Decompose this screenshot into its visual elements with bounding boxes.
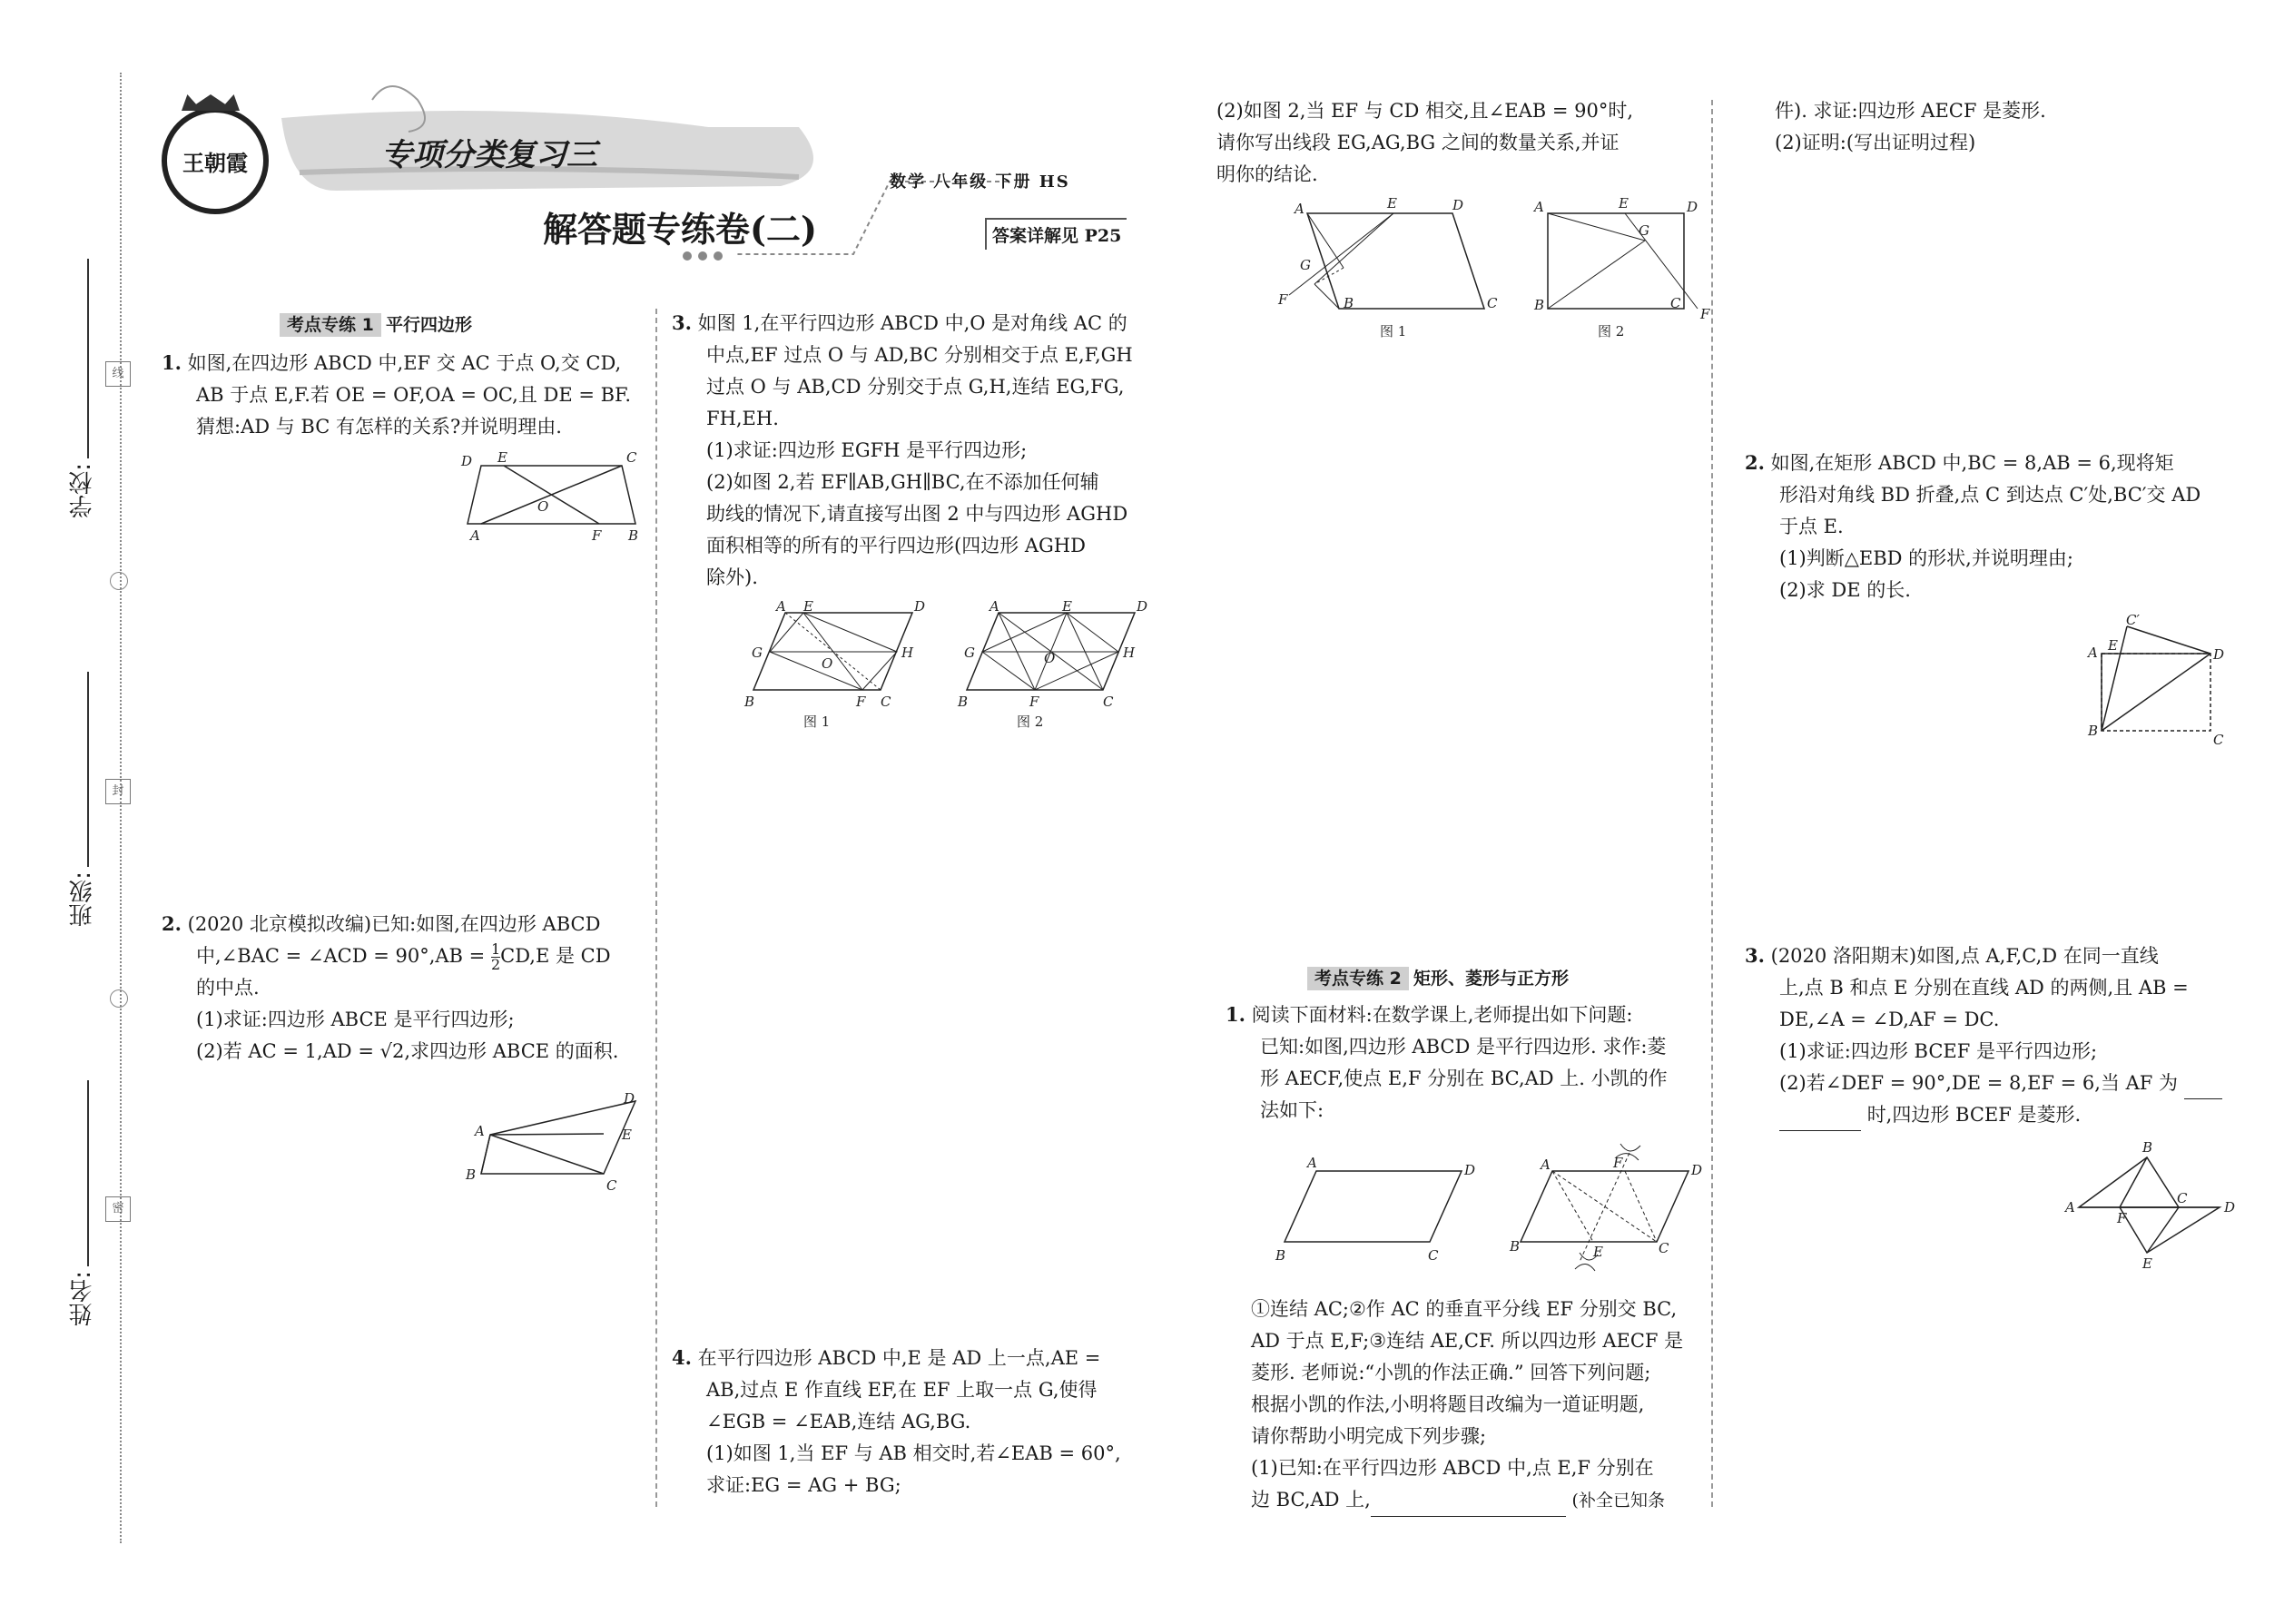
section-heading-2 xyxy=(1307,965,1569,990)
figure-caption: 图 2 xyxy=(1017,714,1044,730)
question-text: AD 于点 E,F;③连结 AE,CF. 所以四边形 AECF 是 xyxy=(1251,1330,1684,1352)
question-number: 2. xyxy=(162,912,182,935)
svg-text:C: C xyxy=(881,694,891,710)
paper-title: 解答题专练卷(二) xyxy=(543,209,817,250)
svg-text:E: E xyxy=(2142,1255,2152,1272)
svg-text:A: A xyxy=(2065,1199,2075,1216)
s2q1-figures xyxy=(1266,1135,1702,1289)
svg-text:B: B xyxy=(466,1166,477,1183)
question-4-continued xyxy=(1216,95,1707,191)
question-text: 上,点 B 和点 E 分别在直线 AD 的两侧,且 AB = xyxy=(1779,977,2189,999)
svg-text:O: O xyxy=(537,498,549,515)
question-text: 在平行四边形 ABCD 中,E 是 AD 上一点,AE = xyxy=(697,1347,1101,1369)
svg-text:B: B xyxy=(2088,723,2099,739)
svg-text:H: H xyxy=(901,645,914,661)
question-part: 助线的情况下,请直接写出图 2 中与四边形 AGHD xyxy=(706,503,1128,525)
svg-text:A: A xyxy=(989,598,999,615)
question-text: 于点 E. xyxy=(1779,516,1844,537)
logo-seal xyxy=(162,107,269,214)
s2q3-figure xyxy=(2061,1139,2242,1280)
svg-text:E: E xyxy=(1619,195,1629,212)
svg-text:H: H xyxy=(1123,645,1136,661)
svg-text:C: C xyxy=(1659,1240,1669,1256)
svg-text:F: F xyxy=(592,527,602,544)
question-text: 已知:如图,四边形 ABCD 是平行四边形. 求作:菱 xyxy=(1260,1036,1667,1058)
svg-text:B: B xyxy=(1510,1238,1521,1255)
svg-text:G: G xyxy=(964,645,975,661)
svg-text:B: B xyxy=(1344,295,1354,311)
fraction-numerator: 1 xyxy=(490,940,501,958)
section-tag: 考点专练 1 xyxy=(280,313,381,337)
svg-text:E: E xyxy=(622,1127,632,1143)
svg-text:A: A xyxy=(1541,1156,1551,1173)
svg-text:C: C xyxy=(606,1177,617,1194)
svg-text:E: E xyxy=(1387,195,1397,212)
school-label: 学校: xyxy=(69,463,96,518)
question-part: (1)判断△EBD 的形状,并说明理由; xyxy=(1779,547,2073,569)
svg-text:D: D xyxy=(1687,199,1698,215)
svg-text:D: D xyxy=(914,598,926,615)
question-text: 时,四边形 BCEF 是菱形. xyxy=(1866,1104,2082,1126)
svg-text:A: A xyxy=(470,527,480,544)
svg-text:F: F xyxy=(1613,1155,1623,1171)
column-divider xyxy=(1711,100,1713,1507)
question-number: 1. xyxy=(1226,1003,1245,1026)
answer-blank[interactable] xyxy=(1779,1108,1861,1131)
grade-meta: 数学 八年级 下册 HS xyxy=(890,172,1070,192)
svg-text:D: D xyxy=(2224,1199,2236,1216)
question-text: 菱形. 老师说:“小凯的作法正确.” 回答下列问题; xyxy=(1251,1362,1651,1383)
q2-figure xyxy=(458,1085,649,1194)
series-title: 专项分类复习三 xyxy=(381,137,597,173)
svg-text:E: E xyxy=(497,449,507,466)
s2q1-fig-construction xyxy=(1509,1144,1702,1271)
question-text: 中点,EF 过点 O 与 AD,BC 分别相交于点 E,F,GH xyxy=(706,344,1133,366)
question-part: 面积相等的所有的平行四边形(四边形 AGHD xyxy=(706,535,1086,556)
svg-text:O: O xyxy=(1044,650,1056,666)
section2-question-3 xyxy=(1745,940,2235,1131)
figure-caption: 图 1 xyxy=(803,714,831,730)
question-text: 阅读下面材料:在数学课上,老师提出如下问题: xyxy=(1251,1004,1633,1026)
q4-fig2 xyxy=(1532,195,1710,340)
question-text: 中,∠BAC = ∠ACD = 90°,AB = xyxy=(196,945,486,967)
radical: √2 xyxy=(379,1040,405,1062)
fraction-denominator: 2 xyxy=(490,956,501,973)
question-number: 3. xyxy=(672,311,692,334)
svg-text:E: E xyxy=(1593,1244,1603,1260)
question-text: DE,∠A = ∠D,AF = DC. xyxy=(1779,1009,2000,1030)
question-part: ,求四边形 ABCE 的面积. xyxy=(404,1040,619,1062)
question-text: (2020 北京模拟改编)已知:如图,在四边形 ABCD xyxy=(187,913,601,935)
question-text: 的中点. xyxy=(196,977,260,999)
svg-text:C: C xyxy=(1487,295,1498,311)
binding-line xyxy=(120,73,122,1543)
question-part: (2)如图 2,当 EF 与 CD 相交,且∠EAB = 90°时, xyxy=(1216,100,1634,122)
section2-question-1 xyxy=(1226,999,1707,1127)
answer-reference: 答案详解见 P25 xyxy=(985,218,1127,250)
q4-fig1 xyxy=(1277,195,1498,340)
svg-text:O: O xyxy=(822,655,833,672)
question-text: 法如下: xyxy=(1260,1099,1324,1121)
question-text: 求证:EG = AG + BG; xyxy=(706,1474,901,1496)
section-title: 矩形、菱形与正方形 xyxy=(1413,969,1569,989)
svg-text:C′: C′ xyxy=(2126,612,2140,628)
svg-text:G: G xyxy=(1300,257,1311,273)
svg-text:E: E xyxy=(2108,637,2118,654)
question-text: 过点 O 与 AB,CD 分别交于点 G,H,连结 EG,FG, xyxy=(706,376,1125,398)
question-part: (1)求证:四边形 EGFH 是平行四边形; xyxy=(706,439,1028,461)
svg-text:D: D xyxy=(1691,1162,1703,1178)
q3-fig2 xyxy=(957,598,1147,730)
svg-text:F: F xyxy=(1278,291,1288,308)
class-field[interactable] xyxy=(87,672,89,867)
seal-mark-secret: 密 xyxy=(105,1196,131,1222)
svg-text:G: G xyxy=(1639,222,1649,239)
svg-text:A: A xyxy=(1534,199,1544,215)
section2-question-1-continued xyxy=(1775,95,2247,159)
svg-text:D: D xyxy=(624,1090,635,1107)
s2q2-figure xyxy=(2079,608,2242,749)
question-text: 请你帮助小明完成下列步骤; xyxy=(1251,1425,1487,1447)
svg-text:B: B xyxy=(744,694,755,710)
svg-text:C: C xyxy=(2177,1190,2188,1206)
svg-text:F: F xyxy=(856,694,866,710)
seal-mark-line: 线 xyxy=(105,361,131,387)
question-text: AB 于点 E,F.若 OE = OF,OA = OC,且 DE = BF. xyxy=(196,384,632,406)
svg-text:A: A xyxy=(2088,645,2098,661)
svg-text:E: E xyxy=(803,598,813,615)
svg-text:B: B xyxy=(958,694,969,710)
svg-text:B: B xyxy=(628,527,639,544)
question-number: 4. xyxy=(672,1346,692,1369)
question-1 xyxy=(162,347,643,443)
section-title: 平行四边形 xyxy=(385,315,472,335)
svg-text:F: F xyxy=(1700,306,1710,322)
svg-text:C: C xyxy=(1670,295,1681,311)
svg-text:F: F xyxy=(1029,694,1039,710)
question-part: (2)若 AC = 1,AD = xyxy=(196,1040,374,1062)
question-text: 猜想:AD 与 BC 有怎样的关系?并说明理由. xyxy=(196,416,562,438)
svg-text:B: B xyxy=(2142,1139,2153,1156)
svg-text:D: D xyxy=(2213,646,2225,663)
question-part: (1)求证:四边形 BCEF 是平行四边形; xyxy=(1779,1040,2098,1062)
question-3 xyxy=(672,307,1153,594)
svg-text:G: G xyxy=(752,645,763,661)
svg-text:C: C xyxy=(1428,1247,1439,1264)
name-label: 姓名: xyxy=(69,1271,96,1326)
question-4 xyxy=(672,1342,1153,1501)
answer-blank[interactable] xyxy=(1371,1494,1566,1517)
figure-caption: 图 1 xyxy=(1380,323,1407,340)
svg-text:B: B xyxy=(1275,1247,1286,1264)
question-text: (2020 洛阳期末)如图,点 A,F,C,D 在同一直线 xyxy=(1770,945,2159,967)
question-part: (2)如图 2,若 EF∥AB,GH∥BC,在不添加任何辅 xyxy=(706,471,1099,493)
question-number: 3. xyxy=(1745,944,1765,967)
question-text: FH,EH. xyxy=(706,408,779,429)
question-part: (2)求 DE 的长. xyxy=(1779,579,1911,601)
svg-text:D: D xyxy=(1464,1162,1476,1178)
question-text: 根据小凯的作法,小明将题目改编为一道证明题, xyxy=(1251,1393,1645,1415)
question-text: 明你的结论. xyxy=(1216,163,1318,185)
fraction xyxy=(491,942,500,972)
question-part: (2)证明:(写出证明过程) xyxy=(1775,132,1976,153)
question-text: 如图,在矩形 ABCD 中,BC = 8,AB = 6,现将矩 xyxy=(1770,452,2174,474)
svg-text:D: D xyxy=(461,453,473,469)
question-text: 如图 1,在平行四边形 ABCD 中,O 是对角线 AC 的 xyxy=(697,312,1127,334)
question-text: CD,E 是 CD xyxy=(500,945,611,967)
figure-caption: 图 2 xyxy=(1598,323,1625,340)
question-text: 如图,在四边形 ABCD 中,EF 交 AC 于点 O,交 CD, xyxy=(187,352,622,374)
question-text: 边 BC,AD 上, xyxy=(1251,1489,1371,1511)
section2-question-2 xyxy=(1745,447,2235,606)
question-text: AB,过点 E 作直线 EF,在 EF 上取一点 G,使得 xyxy=(706,1379,1098,1401)
svg-text:A: A xyxy=(475,1123,485,1139)
question-part: (1)已知:在平行四边形 ABCD 中,点 E,F 分别在 xyxy=(1251,1457,1654,1479)
svg-text:B: B xyxy=(1534,297,1545,313)
svg-text:A: A xyxy=(1295,201,1305,217)
section-heading-1 xyxy=(280,311,472,337)
question-text: 形 AECF,使点 E,F 分别在 BC,AD 上. 小凯的作 xyxy=(1260,1068,1668,1089)
svg-text:D: D xyxy=(1452,197,1464,213)
question-text: 形沿对角线 BD 折叠,点 C 到达点 C′处,BC′交 AD xyxy=(1779,484,2201,506)
question-part: 除外). xyxy=(706,566,758,588)
svg-text:A: A xyxy=(1307,1155,1317,1171)
q4-figures xyxy=(1271,195,1710,345)
seal-mark-seal: 封 xyxy=(105,779,131,804)
column-divider xyxy=(655,309,657,1507)
binding-hole xyxy=(110,989,128,1008)
svg-text:C: C xyxy=(2213,732,2224,748)
section-tag: 考点专练 2 xyxy=(1307,967,1409,990)
svg-text:C: C xyxy=(1103,694,1114,710)
question-text: ∠EGB = ∠EAB,连结 AG,BG. xyxy=(706,1411,971,1432)
name-field[interactable] xyxy=(87,1080,89,1266)
question-number: 2. xyxy=(1745,451,1765,474)
svg-text:D: D xyxy=(1137,598,1148,615)
question-part: (2)若∠DEF = 90°,DE = 8,EF = 6,当 AF 为 xyxy=(1779,1072,2179,1094)
question-part: (1)求证:四边形 ABCE 是平行四边形; xyxy=(196,1009,515,1030)
binding-hole xyxy=(110,572,128,590)
q1-figure xyxy=(454,449,654,549)
question-text: 请你写出线段 EG,AG,BG 之间的数量关系,并证 xyxy=(1216,132,1620,153)
question-2 xyxy=(162,908,643,1068)
q3-fig1 xyxy=(743,598,925,730)
question-text: ①连结 AC;②作 AC 的垂直平分线 EF 分别交 BC, xyxy=(1251,1298,1678,1320)
svg-text:C: C xyxy=(626,449,637,466)
question-number: 1. xyxy=(162,351,182,374)
answer-blank[interactable] xyxy=(2184,1077,2222,1099)
question-text: 件). 求证:四边形 AECF 是菱形. xyxy=(1775,100,2046,122)
school-field[interactable] xyxy=(87,259,89,458)
q3-figures xyxy=(735,599,1162,735)
svg-text:F: F xyxy=(2117,1210,2127,1226)
s2q1-fig-original xyxy=(1275,1155,1475,1264)
svg-text:E: E xyxy=(1062,598,1072,615)
question-text: (补全已知条 xyxy=(1571,1491,1665,1511)
logo-text: 王朝霞 xyxy=(182,149,248,176)
section2-question-1-steps xyxy=(1251,1294,1709,1517)
question-part: (1)如图 1,当 EF 与 AB 相交时,若∠EAB = 60°, xyxy=(706,1442,1121,1464)
svg-text:A: A xyxy=(776,598,786,615)
class-label: 班级: xyxy=(69,871,96,927)
